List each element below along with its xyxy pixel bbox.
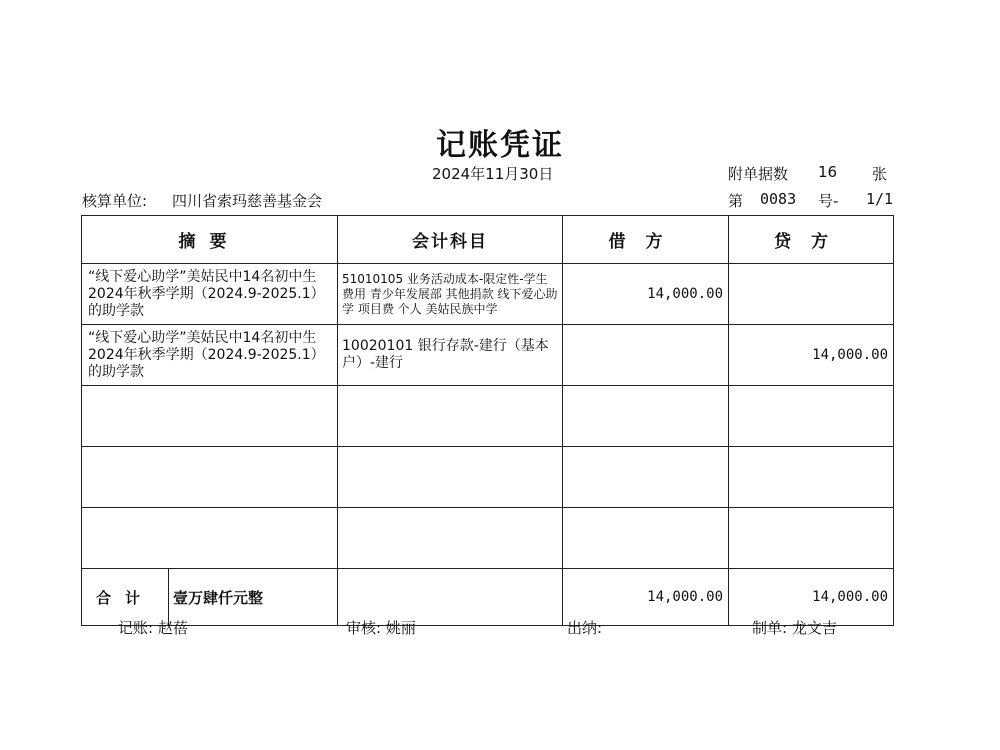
col-summary-header: 摘要 <box>82 216 338 264</box>
total-label: 合计 <box>82 569 169 625</box>
row-summary: “线下爱心助学”美姑民中14名初中生2024年秋季学期（2024.9-2025.1）的助学款 <box>82 264 338 325</box>
row-account <box>338 386 563 447</box>
preparer-signature: 制单: 龙文吉 <box>752 619 837 637</box>
table-row <box>82 508 894 569</box>
row-debit <box>563 508 729 569</box>
voucher-date: 2024年11月30日 <box>432 165 554 183</box>
table-row <box>82 386 894 447</box>
row-summary: “线下爱心助学”美姑民中14名初中生2024年秋季学期（2024.9-2025.1）的助学款 <box>82 325 338 386</box>
cashier-signature: 出纳: <box>567 619 603 637</box>
attachment-label: 附单据数 <box>728 165 789 183</box>
row-summary <box>82 508 338 569</box>
col-credit-header: 贷方 <box>729 216 894 264</box>
row-credit <box>729 447 894 508</box>
voucher-table <box>81 215 894 626</box>
row-summary <box>82 386 338 447</box>
row-credit <box>729 508 894 569</box>
table-row <box>82 325 894 386</box>
table-row <box>82 264 894 325</box>
table-row <box>82 447 894 508</box>
row-credit: 14,000.00 <box>729 325 894 386</box>
bookkeeper-signature: 记账: 赵蓓 <box>118 619 188 637</box>
total-debit: 14,000.00 <box>563 569 729 626</box>
row-debit <box>563 325 729 386</box>
reviewer-signature: 审核: 姚丽 <box>346 619 416 637</box>
voucher-number-prefix: 第 <box>728 192 744 210</box>
row-account <box>338 447 563 508</box>
voucher-title: 记账凭证 <box>436 128 564 163</box>
col-debit-header: 借方 <box>563 216 729 264</box>
voucher-number: 0083 <box>760 190 797 208</box>
row-credit <box>729 264 894 325</box>
header-row <box>82 216 894 264</box>
row-debit <box>563 447 729 508</box>
total-credit: 14,000.00 <box>729 569 894 626</box>
attachment-unit: 张 <box>872 165 888 183</box>
voucher-number-suffix: 号- <box>818 192 839 210</box>
attachment-count: 16 <box>818 163 838 181</box>
col-account-header: 会计科目 <box>338 216 563 264</box>
accounting-unit-value: 四川省索玛慈善基金会 <box>172 192 323 210</box>
row-debit <box>563 386 729 447</box>
total-amount-words: 壹万肆仟元整 <box>173 588 264 607</box>
row-debit: 14,000.00 <box>563 264 729 325</box>
voucher-page-count: 1/1 <box>866 190 894 208</box>
row-account: 10020101 银行存款-建行（基本户）-建行 <box>338 325 563 386</box>
row-account <box>338 508 563 569</box>
accounting-unit-label: 核算单位: <box>82 192 148 210</box>
row-account: 51010105 业务活动成本-限定性-学生费用 青少年发展部 其他捐款 线下爱心助学 项目费 个人 美姑民族中学 <box>338 264 563 325</box>
row-credit <box>729 386 894 447</box>
row-summary <box>82 447 338 508</box>
